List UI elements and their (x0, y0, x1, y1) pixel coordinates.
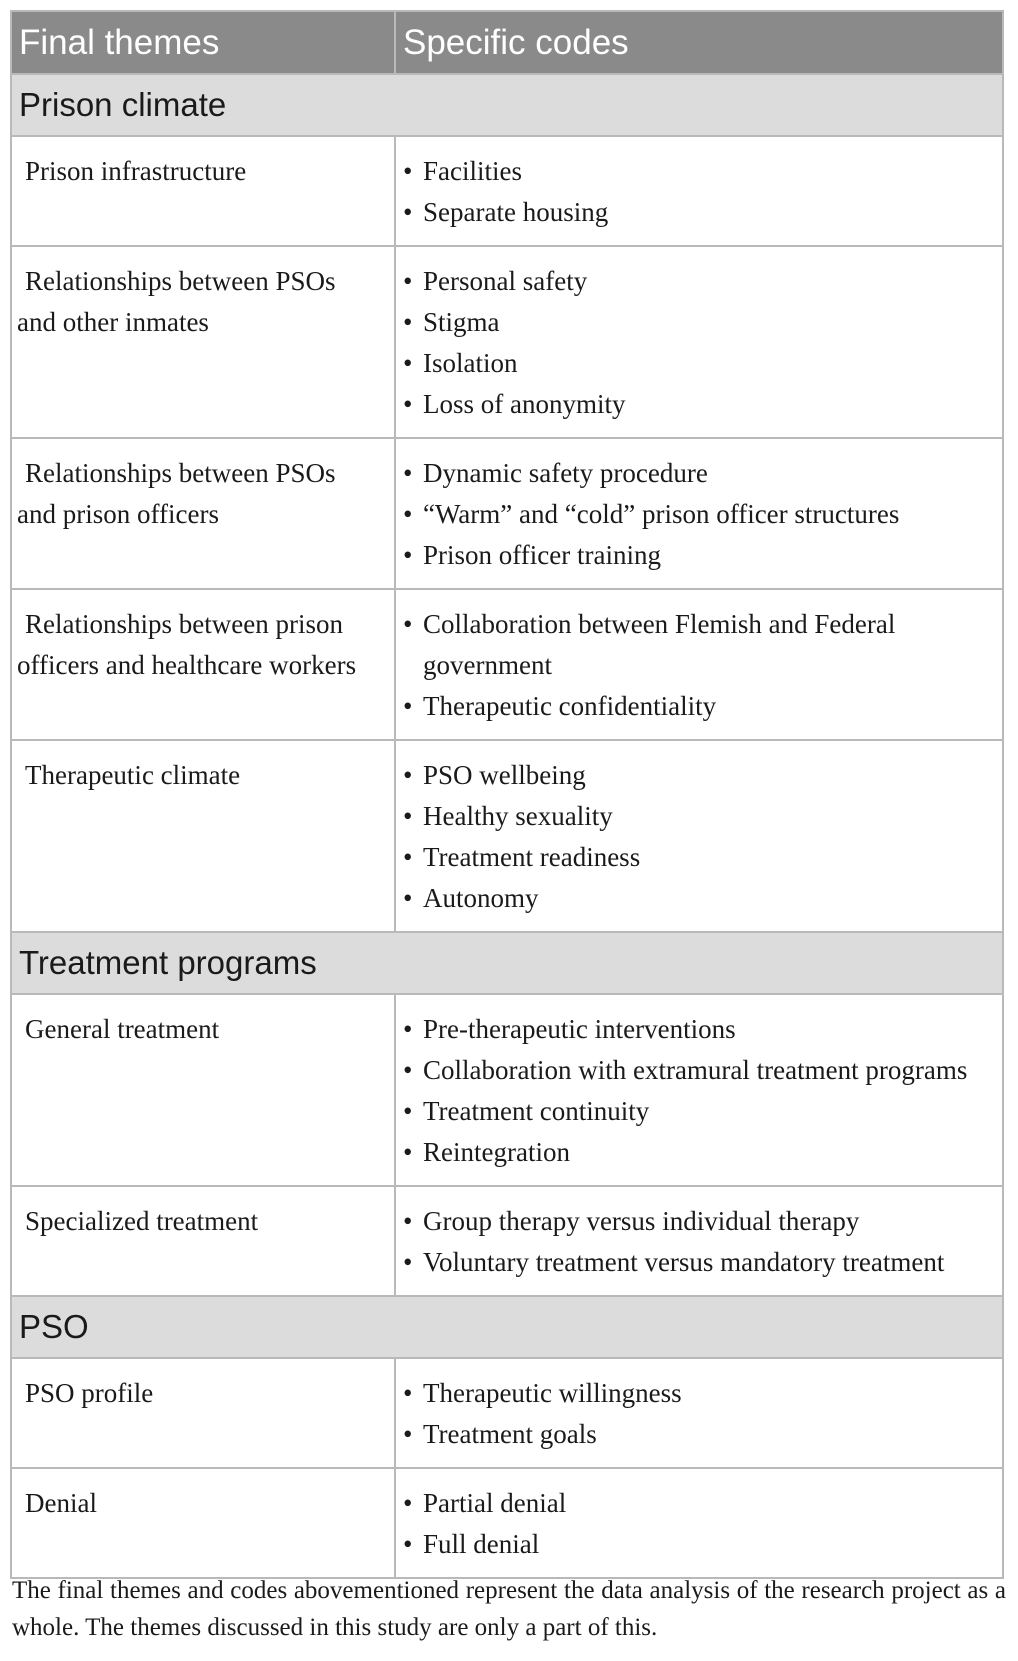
code-text: Personal safety (423, 266, 588, 296)
codes-cell (395, 246, 1003, 438)
bullet-icon: • (403, 389, 413, 419)
table-row (11, 1186, 1003, 1296)
codes-cell (395, 1186, 1003, 1296)
code-text: Voluntary treatment versus mandatory treatment (423, 1247, 945, 1277)
bullet-icon: • (403, 760, 413, 790)
themes-table-container (10, 10, 1004, 1579)
code-text: “Warm” and “cold” prison officer structures (423, 499, 900, 529)
theme-cell (11, 740, 395, 932)
list-item (403, 384, 998, 425)
table-row (11, 136, 1003, 246)
theme-cell (11, 589, 395, 740)
theme-text: Relationships between prison (25, 609, 343, 639)
list-item (403, 494, 998, 535)
bullet-icon: • (403, 1014, 413, 1044)
table-row (11, 438, 1003, 589)
bullet-icon: • (403, 1247, 413, 1277)
bullet-icon: • (403, 1378, 413, 1408)
list-item (403, 755, 998, 796)
codes-cell (395, 1358, 1003, 1468)
theme-text: Relationships between PSOs (25, 458, 336, 488)
theme-cell (11, 1468, 395, 1578)
bullet-icon: • (403, 801, 413, 831)
bullet-icon: • (403, 842, 413, 872)
list-item (403, 343, 998, 384)
table-footnote: The final themes and codes abovementioned represent the data analysis of the research project as a whole. The themes discussed in this study are only a part of this. (12, 1577, 1006, 1641)
code-text: Partial denial (423, 1488, 567, 1518)
section-row (11, 932, 1003, 994)
table-row (11, 994, 1003, 1186)
bullet-icon: • (403, 499, 413, 529)
bullet-icon: • (403, 609, 413, 639)
theme-text: Prison infrastructure (25, 156, 247, 186)
section-title: PSO (11, 1296, 1003, 1358)
list-item (403, 837, 998, 878)
theme-text: officers and healthcare workers (17, 650, 357, 680)
section-row (11, 1296, 1003, 1358)
code-text: Loss of anonymity (423, 389, 626, 419)
codes-cell (395, 136, 1003, 246)
code-text: Separate housing (423, 197, 609, 227)
codes-cell (395, 994, 1003, 1186)
theme-text: General treatment (25, 1014, 220, 1044)
list-item (403, 151, 998, 192)
bullet-icon: • (403, 1488, 413, 1518)
bullet-icon: • (403, 1206, 413, 1236)
bullet-icon: • (403, 266, 413, 296)
theme-cell (11, 994, 395, 1186)
header-specific-codes: Specific codes (395, 11, 1003, 74)
code-text: Reintegration (423, 1137, 570, 1167)
codes-cell (395, 740, 1003, 932)
section-title: Treatment programs (11, 932, 1003, 994)
code-text: Stigma (423, 307, 500, 337)
bullet-icon: • (403, 458, 413, 488)
bullet-icon: • (403, 540, 413, 570)
codes-list (403, 261, 998, 425)
list-item (403, 261, 998, 302)
code-text: Isolation (423, 348, 518, 378)
bullet-icon: • (403, 156, 413, 186)
code-text: Healthy sexuality (423, 801, 613, 831)
theme-cell (11, 246, 395, 438)
codes-list (403, 1201, 998, 1283)
code-text: Treatment continuity (423, 1096, 650, 1126)
table-header-row (11, 11, 1003, 74)
list-item (403, 1373, 998, 1414)
list-item (403, 604, 998, 686)
header-final-themes: Final themes (11, 11, 395, 74)
code-text: Therapeutic willingness (423, 1378, 682, 1408)
codes-cell (395, 1468, 1003, 1578)
bullet-icon: • (403, 1055, 413, 1085)
list-item (403, 192, 998, 233)
theme-text: Specialized treatment (25, 1206, 259, 1236)
code-text: Group therapy versus individual therapy (423, 1206, 860, 1236)
codes-list (403, 1483, 998, 1565)
table-row (11, 1358, 1003, 1468)
code-text: Full denial (423, 1529, 540, 1559)
list-item (403, 796, 998, 837)
theme-text: Therapeutic climate (25, 760, 241, 790)
list-item (403, 1009, 998, 1050)
list-item (403, 1483, 998, 1524)
table-body (11, 74, 1003, 1578)
code-text: Autonomy (423, 883, 539, 913)
bullet-icon: • (403, 1529, 413, 1559)
list-item (403, 1524, 998, 1565)
table-row (11, 246, 1003, 438)
theme-text: and prison officers (17, 499, 219, 529)
code-text: Treatment readiness (423, 842, 641, 872)
list-item (403, 686, 998, 727)
section-row (11, 74, 1003, 136)
bullet-icon: • (403, 1096, 413, 1126)
theme-text: PSO profile (25, 1378, 154, 1408)
code-text: Dynamic safety procedure (423, 458, 708, 488)
list-item (403, 1201, 998, 1242)
list-item (403, 535, 998, 576)
code-text: PSO wellbeing (423, 760, 586, 790)
list-item (403, 1132, 998, 1173)
codes-list (403, 604, 998, 727)
list-item (403, 1242, 998, 1283)
codes-cell (395, 589, 1003, 740)
bullet-icon: • (403, 691, 413, 721)
code-text: Treatment goals (423, 1419, 597, 1449)
bullet-icon: • (403, 348, 413, 378)
code-text: Facilities (423, 156, 522, 186)
list-item (403, 878, 998, 919)
list-item (403, 1414, 998, 1455)
section-title: Prison climate (11, 74, 1003, 136)
theme-text: and other inmates (17, 307, 209, 337)
bullet-icon: • (403, 197, 413, 227)
code-text: Prison officer training (423, 540, 661, 570)
table-row (11, 589, 1003, 740)
code-text: Therapeutic confidentiality (423, 691, 717, 721)
list-item (403, 302, 998, 343)
list-item (403, 1050, 998, 1091)
bullet-icon: • (403, 1137, 413, 1167)
bullet-icon: • (403, 307, 413, 337)
theme-text: Denial (25, 1488, 97, 1518)
theme-cell (11, 136, 395, 246)
codes-list (403, 1009, 998, 1173)
codes-cell (395, 438, 1003, 589)
list-item (403, 453, 998, 494)
table-row (11, 1468, 1003, 1578)
codes-list (403, 755, 998, 919)
codes-list (403, 1373, 998, 1455)
codes-list (403, 151, 998, 233)
bullet-icon: • (403, 1419, 413, 1449)
table-row (11, 740, 1003, 932)
theme-text: Relationships between PSOs (25, 266, 336, 296)
theme-cell (11, 1186, 395, 1296)
theme-cell (11, 1358, 395, 1468)
code-text: Collaboration with extramural treatment programs (423, 1055, 968, 1085)
theme-cell (11, 438, 395, 589)
themes-codes-table (10, 10, 1004, 1579)
code-text: Collaboration between Flemish and Federal government (423, 609, 896, 680)
code-text: Pre-therapeutic interventions (423, 1014, 736, 1044)
bullet-icon: • (403, 883, 413, 913)
list-item (403, 1091, 998, 1132)
codes-list (403, 453, 998, 576)
